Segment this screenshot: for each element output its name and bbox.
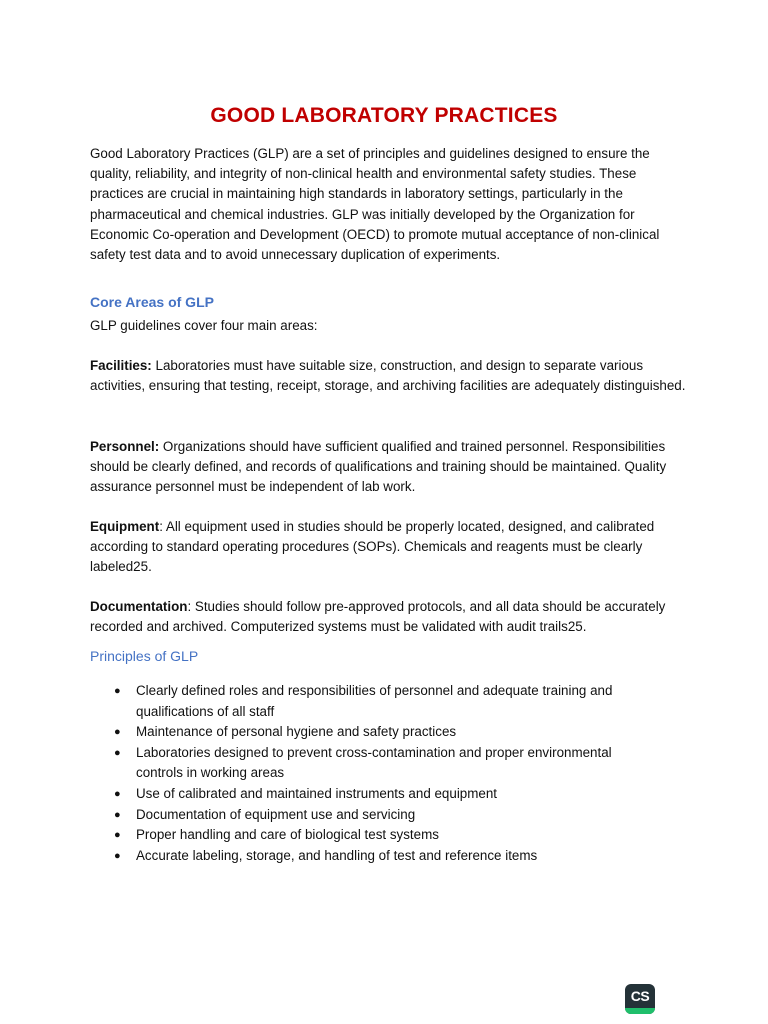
area-personnel <box>90 437 690 498</box>
document-title: GOOD LABORATORY PRACTICES <box>210 104 558 127</box>
list-item-text: Documentation of equipment use and servicing <box>136 806 416 822</box>
list-item-text: Use of calibrated and maintained instruments and equipment <box>136 785 498 801</box>
bullet-icon: ● <box>114 849 121 862</box>
bullet-icon: ● <box>114 746 121 759</box>
list-item <box>114 846 654 867</box>
principles-list <box>114 681 654 866</box>
logo-accent-bar <box>625 1008 655 1014</box>
bullet-icon: ● <box>114 685 121 697</box>
bullet-icon: ● <box>114 787 121 800</box>
list-item-text: Laboratories designed to prevent cross-contamination and proper environmental controls in working areas <box>136 744 612 781</box>
area-text: Laboratories must have suitable size, construction, and design to separate various activities, ensuring that testing, receipt, storage, and archiving facilities are adequately distinguished. <box>90 358 686 394</box>
area-facilities <box>90 356 690 396</box>
area-label: Personnel: <box>90 439 160 454</box>
list-item-text: Proper handling and care of biological test systems <box>136 827 439 843</box>
list-item-text: Accurate labeling, storage, and handling of test and reference items <box>136 847 538 863</box>
area-text: Organizations should have sufficient qualified and trained personnel. Responsibilities should be clearly defined, and records of qualifications and training should be maintained. Quality assurance personnel must be independent of lab work. <box>90 439 667 495</box>
core-areas-heading: Core Areas of GLP <box>90 294 214 310</box>
cs-logo-icon <box>625 984 655 1014</box>
logo-text: CS <box>630 988 650 1004</box>
area-text: : All equipment used in studies should be properly located, designed, and calibrated according to standard operating procedures (SOPs). Chemicals and reagents must be clearly labeled25. <box>90 519 655 575</box>
intro-paragraph: Good Laboratory Practices (GLP) are a set of principles and guidelines designed to ensure the quality, reliability, and integrity of non-clinical health and environmental safety studies. These practices are crucial in maintaining high standards in laboratory settings, particularly in the pharmaceutical and chemical industries. GLP was initially developed by the Organization for Economic Co-operation and Development (OECD) to promote mutual acceptance of non-clinical safety test data and to avoid unnecessary duplication of experiments. <box>90 146 660 263</box>
area-equipment <box>90 517 690 578</box>
list-item-text: Maintenance of personal hygiene and safety practices <box>136 724 457 740</box>
area-label: Equipment <box>90 519 160 534</box>
area-label: Facilities: <box>90 358 152 373</box>
bullet-icon: ● <box>114 726 121 739</box>
list-item-text: Clearly defined roles and responsibilities of personnel and adequate training and qualifications of all staff <box>136 683 613 719</box>
principles-heading: Principles of GLP <box>90 648 199 664</box>
bullet-icon: ● <box>114 808 121 821</box>
core-areas-intro: GLP guidelines cover four main areas: <box>90 318 318 333</box>
area-label: Documentation <box>90 599 188 614</box>
list-item <box>114 681 654 722</box>
list-item <box>114 743 654 784</box>
area-documentation <box>90 597 690 637</box>
list-item <box>114 805 654 826</box>
area-text: : Studies should follow pre-approved protocols, and all data should be accurately recorded and archived. Computerized systems must be validated with audit trails25. <box>90 599 666 635</box>
list-item <box>114 784 654 805</box>
list-item <box>114 825 654 846</box>
bullet-icon: ● <box>114 829 121 842</box>
list-item <box>114 722 654 743</box>
